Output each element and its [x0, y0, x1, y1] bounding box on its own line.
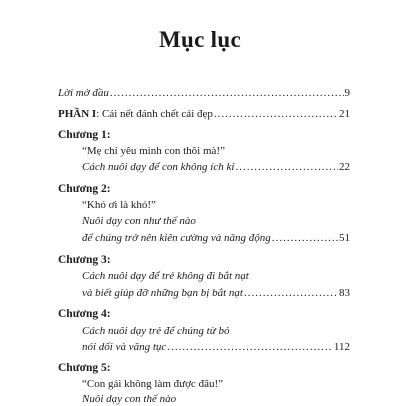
toc-entry-chapter-2[interactable] — [82, 231, 350, 245]
toc-entry-page: 22 — [339, 161, 350, 173]
leader-dots — [244, 286, 338, 300]
toc-entry-chapter-4[interactable] — [82, 340, 350, 354]
chapter-4-line-1: Cách nuôi dạy trẻ để chúng từ bỏ — [82, 325, 230, 337]
leader-dots — [110, 86, 344, 100]
toc-entry-label: Cách nuôi dạy để con không ích kỉ — [82, 161, 235, 173]
toc-entry-chapter-3[interactable] — [82, 286, 350, 300]
part-prefix: PHẦN I — [58, 108, 97, 120]
toc-entry-label — [58, 107, 213, 121]
chapter-3-heading: Chương 3: — [58, 254, 111, 266]
toc-entry-chapter-1[interactable] — [82, 160, 350, 174]
leader-dots — [214, 107, 338, 121]
chapter-3-line-1: Cách nuôi dạy để trẻ không đi bắt nạt — [82, 270, 249, 282]
chapter-2-quote: “Khó ơi là khó!” — [82, 199, 156, 211]
toc-entry-label: Lời mở đầu — [58, 87, 109, 99]
part-title: : Cái nết đánh chết cái đẹp — [96, 108, 213, 120]
toc-entry-label: để chúng trở nên kiên cường và năng động — [82, 232, 271, 244]
toc-entry-page: 9 — [344, 87, 350, 99]
chapter-5-heading: Chương 5: — [58, 362, 111, 374]
toc-entry-label: và biết giúp đỡ những bạn bị bắt nạt — [82, 287, 243, 299]
toc-entry-page: 51 — [339, 232, 350, 244]
toc-entry-label: nói dối và văng tục — [82, 341, 167, 353]
toc-entry-page: 21 — [339, 108, 350, 120]
chapter-1-heading: Chương 1: — [58, 129, 111, 141]
chapter-5-quote: “Con gái không làm được đâu!” — [82, 378, 223, 390]
chapter-2-line-1: Nuôi dạy con như thế nào — [82, 215, 196, 227]
chapter-5-line-1: Nuôi dạy con thế nào — [82, 393, 177, 405]
toc-entry-part-1[interactable] — [58, 107, 350, 121]
leader-dots — [235, 160, 338, 174]
toc-entry-preface[interactable] — [58, 86, 350, 100]
page-title: Mục lục — [159, 27, 241, 52]
leader-dots — [167, 340, 333, 354]
leader-dots — [272, 231, 338, 245]
chapter-2-heading: Chương 2: — [58, 183, 111, 195]
toc-entry-page: 83 — [339, 287, 350, 299]
toc-entry-page: 112 — [333, 341, 350, 353]
chapter-1-quote: “Mẹ chỉ yêu mình con thôi mà!” — [82, 145, 225, 157]
chapter-4-heading: Chương 4: — [58, 308, 111, 320]
